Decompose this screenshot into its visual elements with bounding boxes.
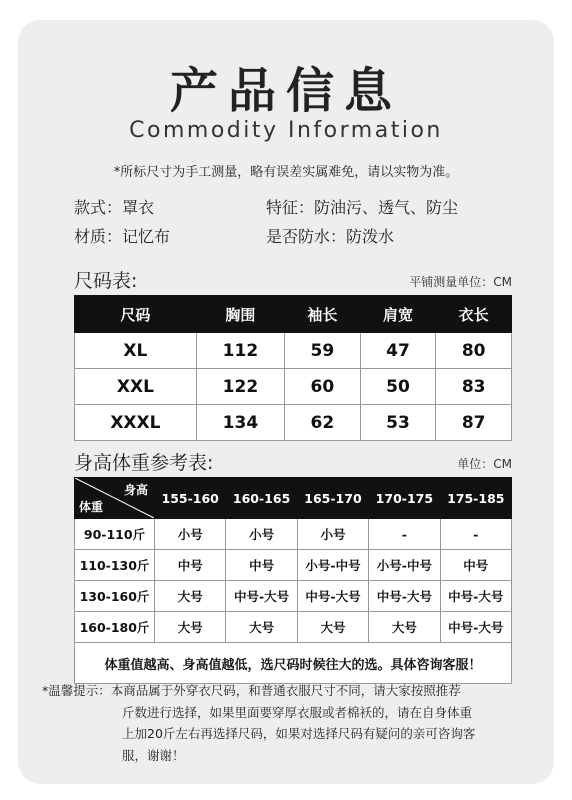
weight-range-cell: 90-110斤	[75, 519, 155, 550]
table-cell: 大号	[155, 581, 226, 612]
table-row	[75, 550, 512, 581]
table-footer-row	[75, 643, 512, 684]
table-cell: 小号	[155, 519, 226, 550]
ref-table-header-row	[75, 478, 512, 519]
height-range-header: 175-185	[440, 478, 511, 519]
table-cell: 83	[436, 369, 512, 405]
size-table-header: 袖长	[285, 296, 361, 333]
height-range-header: 160-165	[226, 478, 297, 519]
tip-line: 斤数进行选择，如果里面要穿厚衣服或者棉袄的，请在自身体重	[122, 704, 473, 720]
size-table	[74, 295, 512, 441]
measurement-note: *所标尺寸为手工测量，略有误差实属难免，请以实物为准。	[113, 165, 459, 180]
table-row	[75, 405, 512, 441]
table-cell: XXL	[75, 369, 197, 405]
table-cell: 中号-大号	[226, 581, 297, 612]
corner-header	[75, 478, 155, 519]
table-cell: 47	[360, 333, 436, 369]
table-cell: 60	[285, 369, 361, 405]
height-range-header: 170-175	[369, 478, 440, 519]
size-table-header: 胸围	[196, 296, 284, 333]
size-table-header: 尺码	[75, 296, 197, 333]
reference-chart-title: 身高体重参考表:	[74, 452, 214, 474]
height-range-header: 155-160	[155, 478, 226, 519]
spec-style: 款式：罩衣	[74, 198, 155, 217]
table-row	[75, 612, 512, 643]
table-cell: 大号	[369, 612, 440, 643]
table-cell: 87	[436, 405, 512, 441]
table-row	[75, 519, 512, 550]
table-cell: 大号	[155, 612, 226, 643]
table-row	[75, 581, 512, 612]
table-cell: 中号	[226, 550, 297, 581]
reference-chart-unit: 单位：CM	[457, 457, 512, 471]
tip-line: *温馨提示：本商品属于外穿衣尺码，和普通衣服尺寸不同，请大家按照推荐	[42, 683, 461, 698]
table-cell: 中号-大号	[297, 581, 368, 612]
table-cell: 中号-大号	[440, 612, 511, 643]
table-cell: 59	[285, 333, 361, 369]
tip-line: 服，谢谢！	[122, 747, 185, 763]
height-weight-table	[74, 477, 512, 684]
table-cell: 中号-大号	[440, 581, 511, 612]
table-cell: 62	[285, 405, 361, 441]
tip-line: 上加20斤左右再选择尺码，如果对选择尺码有疑问的亲可咨询客	[122, 726, 476, 741]
table-cell: 122	[196, 369, 284, 405]
corner-weight-label: 体重	[79, 500, 104, 514]
size-table-header-row	[75, 296, 512, 333]
spec-material: 材质：记忆布	[74, 227, 171, 246]
spec-waterproof: 是否防水：防泼水	[266, 227, 395, 246]
table-cell: 大号	[297, 612, 368, 643]
table-cell: 大号	[226, 612, 297, 643]
corner-height-label: 身高	[123, 483, 148, 497]
table-cell: 中号-大号	[369, 581, 440, 612]
height-range-header: 165-170	[297, 478, 368, 519]
table-cell: 112	[196, 333, 284, 369]
table-row	[75, 369, 512, 405]
table-footer-note: 体重值越高、身高值越低，选尺码时候往大的选。具体咨询客服！	[75, 643, 512, 684]
table-cell: -	[440, 519, 511, 550]
table-cell: -	[369, 519, 440, 550]
table-cell: 134	[196, 405, 284, 441]
table-cell: 小号-中号	[369, 550, 440, 581]
page-subtitle: Commodity Information	[129, 118, 443, 143]
table-cell: 80	[436, 333, 512, 369]
size-chart-title: 尺码表:	[74, 270, 138, 292]
weight-range-cell: 110-130斤	[75, 550, 155, 581]
weight-range-cell: 160-180斤	[75, 612, 155, 643]
table-row	[75, 333, 512, 369]
table-cell: 小号	[226, 519, 297, 550]
spec-feature: 特征：防油污、透气、防尘	[266, 198, 459, 217]
size-table-header: 肩宽	[360, 296, 436, 333]
page-title: 产品信息	[169, 63, 402, 119]
size-chart-unit: 平铺测量单位：CM	[409, 275, 512, 289]
weight-range-cell: 130-160斤	[75, 581, 155, 612]
table-cell: 53	[360, 405, 436, 441]
warm-tip	[42, 680, 520, 766]
table-cell: 中号	[155, 550, 226, 581]
table-cell: 小号	[297, 519, 368, 550]
table-cell: 中号	[440, 550, 511, 581]
table-cell: XXXL	[75, 405, 197, 441]
table-cell: 50	[360, 369, 436, 405]
table-cell: 小号-中号	[297, 550, 368, 581]
size-table-header: 衣长	[436, 296, 512, 333]
table-cell: XL	[75, 333, 197, 369]
